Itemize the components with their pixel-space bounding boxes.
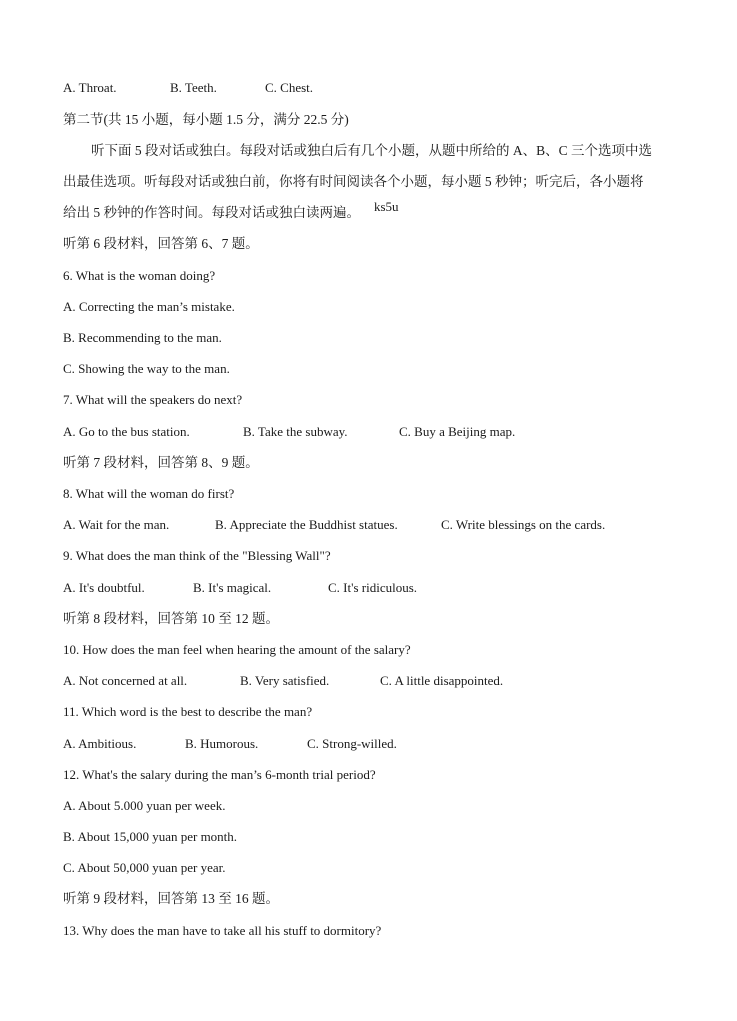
- question-8: 8. What will the woman do first?: [63, 486, 235, 501]
- question-7-options: [63, 423, 515, 441]
- option-c: C. Buy a Beijing map.: [399, 424, 516, 439]
- option-a: A. Throat.: [63, 80, 117, 95]
- option-b: B. Humorous.: [185, 736, 259, 751]
- question-10-options: [63, 672, 503, 690]
- instructions-line-3: 给出 5 秒钟的作答时间。每段对话或独白读两遍。: [63, 205, 360, 220]
- option-a: A. It's doubtful.: [63, 580, 145, 595]
- question-12-option-c: C. About 50,000 yuan per year.: [63, 860, 226, 875]
- option-b: B. It's magical.: [193, 580, 272, 595]
- option-c: C. Chest.: [265, 80, 314, 95]
- question-11: 11. Which word is the best to describe the man?: [63, 704, 313, 719]
- option-c: C. Strong-willed.: [307, 736, 397, 751]
- question-6-option-c: C. Showing the way to the man.: [63, 361, 230, 376]
- section-heading: 第二节(共 15 小题，每小题 1.5 分，满分 22.5 分): [63, 112, 349, 127]
- question-11-options: [63, 735, 397, 753]
- option-b: B. Very satisfied.: [240, 673, 330, 688]
- watermark-text: ks5u: [374, 199, 399, 214]
- question-7: 7. What will the speakers do next?: [63, 392, 243, 407]
- question-13: 13. Why does the man have to take all his stuff to dormitory?: [63, 923, 382, 938]
- question-6: 6. What is the woman doing?: [63, 268, 216, 283]
- question-9: 9. What does the man think of the "Blessing Wall"?: [63, 548, 331, 563]
- material-8-heading: 听第 8 段材料，回答第 10 至 12 题。: [63, 611, 279, 626]
- option-c: C. A little disappointed.: [380, 673, 504, 688]
- question-12-option-b: B. About 15,000 yuan per month.: [63, 829, 238, 844]
- question-10: 10. How does the man feel when hearing the amount of the salary?: [63, 642, 411, 657]
- question-12-option-a: A. About 5.000 yuan per week.: [63, 798, 226, 813]
- material-6-heading: 听第 6 段材料，回答第 6、7 题。: [63, 236, 259, 251]
- option-a: A. Wait for the man.: [63, 517, 170, 532]
- material-7-heading: 听第 7 段材料，回答第 8、9 题。: [63, 455, 259, 470]
- instructions-line-1: 听下面 5 段对话或独白。每段对话或独白后有几个小题，从题中所给的 A、B、C 三个选项中选: [91, 143, 653, 158]
- question-6-option-a: A. Correcting the man’s mistake.: [63, 299, 235, 314]
- option-b: B. Teeth.: [170, 80, 217, 95]
- question-9-options: [63, 579, 417, 597]
- question-8-options: [63, 516, 605, 534]
- option-a: A. Not concerned at all.: [63, 673, 188, 688]
- option-b: B. Appreciate the Buddhist statues.: [215, 517, 398, 532]
- option-b: B. Take the subway.: [243, 424, 348, 439]
- option-c: C. Write blessings on the cards.: [441, 517, 606, 532]
- material-9-heading: 听第 9 段材料，回答第 13 至 16 题。: [63, 891, 279, 906]
- option-a: A. Go to the bus station.: [63, 424, 190, 439]
- question-12: 12. What's the salary during the man’s 6-month trial period?: [63, 767, 376, 782]
- question-6-option-b: B. Recommending to the man.: [63, 330, 222, 345]
- option-a: A. Ambitious.: [63, 736, 137, 751]
- q5-options: [63, 79, 313, 97]
- option-c: C. It's ridiculous.: [328, 580, 418, 595]
- instructions-line-2: 出最佳选项。听每段对话或独白前，你将有时间阅读各个小题，每小题 5 秒钟；听完后，各小题将: [63, 174, 644, 189]
